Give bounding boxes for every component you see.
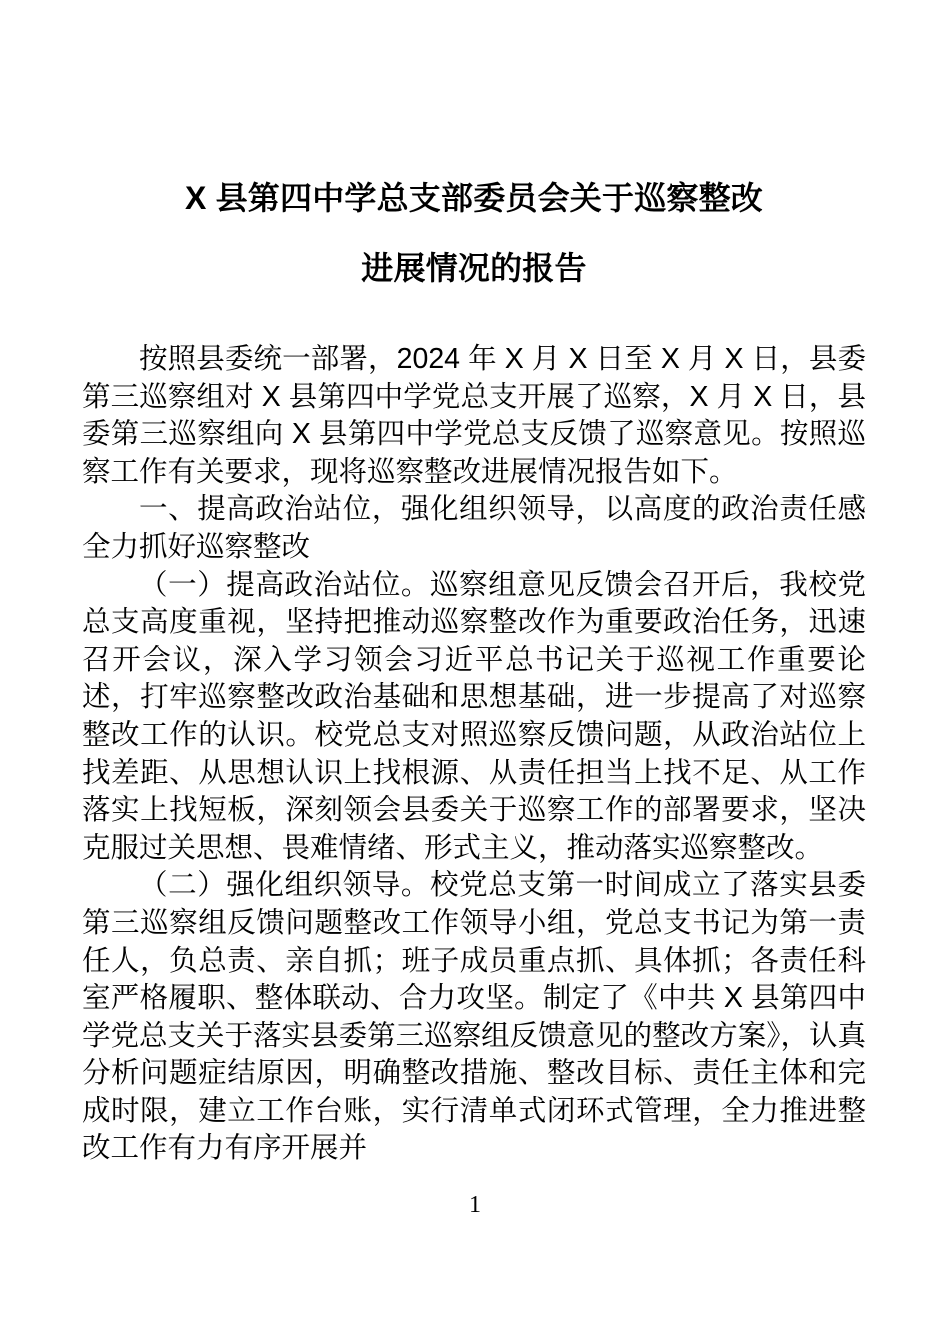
page-number: 1 xyxy=(469,1192,481,1218)
page-title-line-2: 进展情况的报告 xyxy=(361,250,587,286)
document-content-column xyxy=(82,0,866,1168)
page-title xyxy=(82,0,866,303)
paragraph-intro: 按照县委统一部署，2024 年 X 月 X 日至 X 月 X 日，县委第三巡察组对 X 县第四中学党总支开展了巡察，X 月 X 日，县委第三巡察组向 X 县第四中学党总支反馈了巡察意见。按照巡察工作有关要求，现将巡察整改进展情况报告如下。 xyxy=(82,343,866,488)
section-heading-1: 一、提高政治站位，强化组织领导，以高度的政治责任感全力抓好巡察整改 xyxy=(82,493,866,563)
document-body xyxy=(82,341,866,1168)
page-title-line-1: X 县第四中学总支部委员会关于巡察整改 xyxy=(184,180,764,216)
paragraph-section-1-2: （二）强化组织领导。校党总支第一时间成立了落实县委第三巡察组反馈问题整改工作领导小组，党总支书记为第一责任人，负总责、亲自抓；班子成员重点抓、具体抓；各责任科室严格履职、整体联动、合力攻坚。制定了《中共 X 县第四中学党总支关于落实县委第三巡察组反馈意见的整改方案》，认真分析问题症结原因，明确整改措施、整改目标、责任主体和完成时限，建立工作台账，实行清单式闭环式管理，全力推进整改工作有力有序开展并 xyxy=(82,869,866,1165)
paragraph-section-1-1: （一）提高政治站位。巡察组意见反馈会召开后，我校党总支高度重视，坚持把推动巡察整改作为重要政治任务，迅速召开会议，深入学习领会习近平总书记关于巡视工作重要论述，打牢巡察整改政治基础和思想基础，进一步提高了对巡察整改工作的认识。校党总支对照巡察反馈问题，从政治站位上找差距、从思想认识上找根源、从责任担当上找不足、从工作落实上找短板，深刻领会县委关于巡察工作的部署要求，坚决克服过关思想、畏难情绪、形式主义，推动落实巡察整改。 xyxy=(82,568,866,864)
